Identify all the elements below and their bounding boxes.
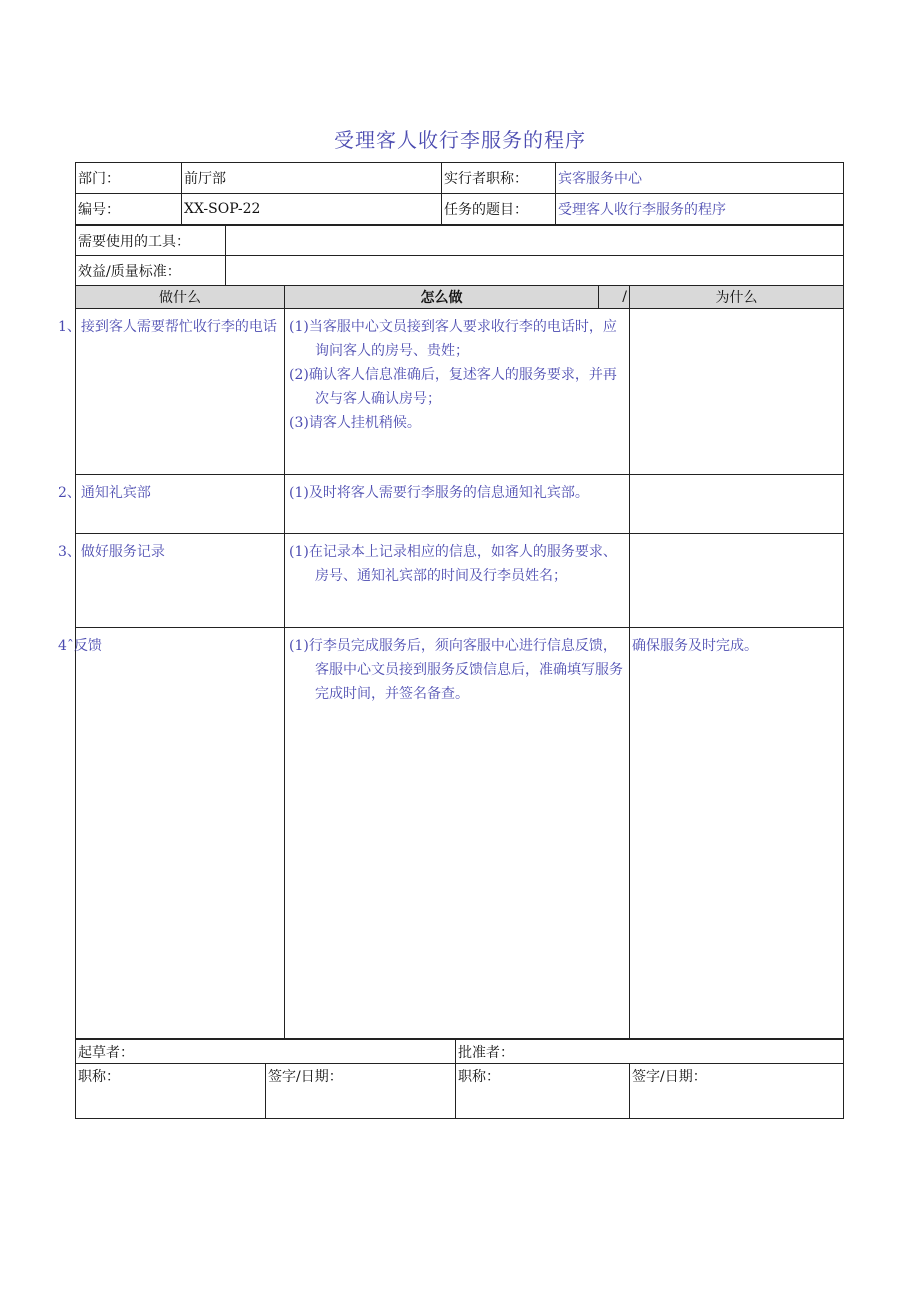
signature-table <box>75 1039 844 1119</box>
page-title: 受理客人收行李服务的程序 <box>334 128 586 152</box>
step-how <box>285 475 630 534</box>
approver-title-label: 职称： <box>456 1064 630 1119</box>
code-label: 编号： <box>76 194 182 225</box>
step-how-item: (1)在记录本上记录相应的信息，如客人的服务要求、房号、通知礼宾部的时间及行李员姓名； <box>289 544 617 584</box>
header-slash: / <box>599 286 630 309</box>
step-why <box>630 534 844 628</box>
step-how <box>285 309 630 475</box>
step-what: 4ˆ反馈 <box>76 628 285 1039</box>
step-what: 2、通知礼宾部 <box>76 475 285 534</box>
drafter-signdate-label: 签字/日期： <box>266 1064 456 1119</box>
role-value: 宾客服务中心 <box>556 163 844 194</box>
drafter-title-label: 职称： <box>76 1064 266 1119</box>
step-how <box>285 628 630 1039</box>
task-label: 任务的题目： <box>442 194 556 225</box>
approver-signdate-label: 签字/日期： <box>630 1064 844 1119</box>
approver-label: 批准者： <box>456 1040 844 1064</box>
step-how-item: (1)当客服中心文员接到客人要求收行李的电话时，应询问客人的房号、贵姓； <box>289 319 617 359</box>
step-what: 1、接到客人需要帮忙收行李的电话 <box>76 309 285 475</box>
step-how-item: (3)请客人挂机稍候。 <box>289 415 421 431</box>
task-value: 受理客人收行李服务的程序 <box>556 194 844 225</box>
tools-label: 需要使用的工具： <box>76 226 226 256</box>
step-how-item: (2)确认客人信息准确后，复述客人的服务要求，并再次与客人确认房号； <box>289 367 617 407</box>
code-value: XX-SOP-22 <box>182 194 442 225</box>
step-what: 3、做好服务记录 <box>76 534 285 628</box>
steps-table <box>58 285 844 1039</box>
step-how-item: (1)及时将客人需要行李服务的信息通知礼宾部。 <box>289 485 589 501</box>
header-why: 为什么 <box>630 286 844 309</box>
tools-table <box>75 225 844 286</box>
step-how <box>285 534 630 628</box>
benefit-value <box>226 256 844 286</box>
header-what: 做什么 <box>76 286 285 309</box>
step-how-item: (1)行李员完成服务后，须向客服中心进行信息反馈，客服中心文员接到服务反馈信息后，准确填写服务完成时间，并签名备查。 <box>289 638 623 702</box>
role-label: 实行者职称： <box>442 163 556 194</box>
header-how: 怎么做 <box>285 286 599 309</box>
benefit-label: 效益/质量标准： <box>76 256 226 286</box>
dept-value: 前厅部 <box>182 163 442 194</box>
info-table <box>75 162 844 225</box>
step-why: 确保服务及时完成。 <box>630 628 844 1039</box>
tools-value <box>226 226 844 256</box>
drafter-label: 起草者： <box>76 1040 456 1064</box>
step-why <box>630 309 844 475</box>
step-why <box>630 475 844 534</box>
dept-label: 部门： <box>76 163 182 194</box>
